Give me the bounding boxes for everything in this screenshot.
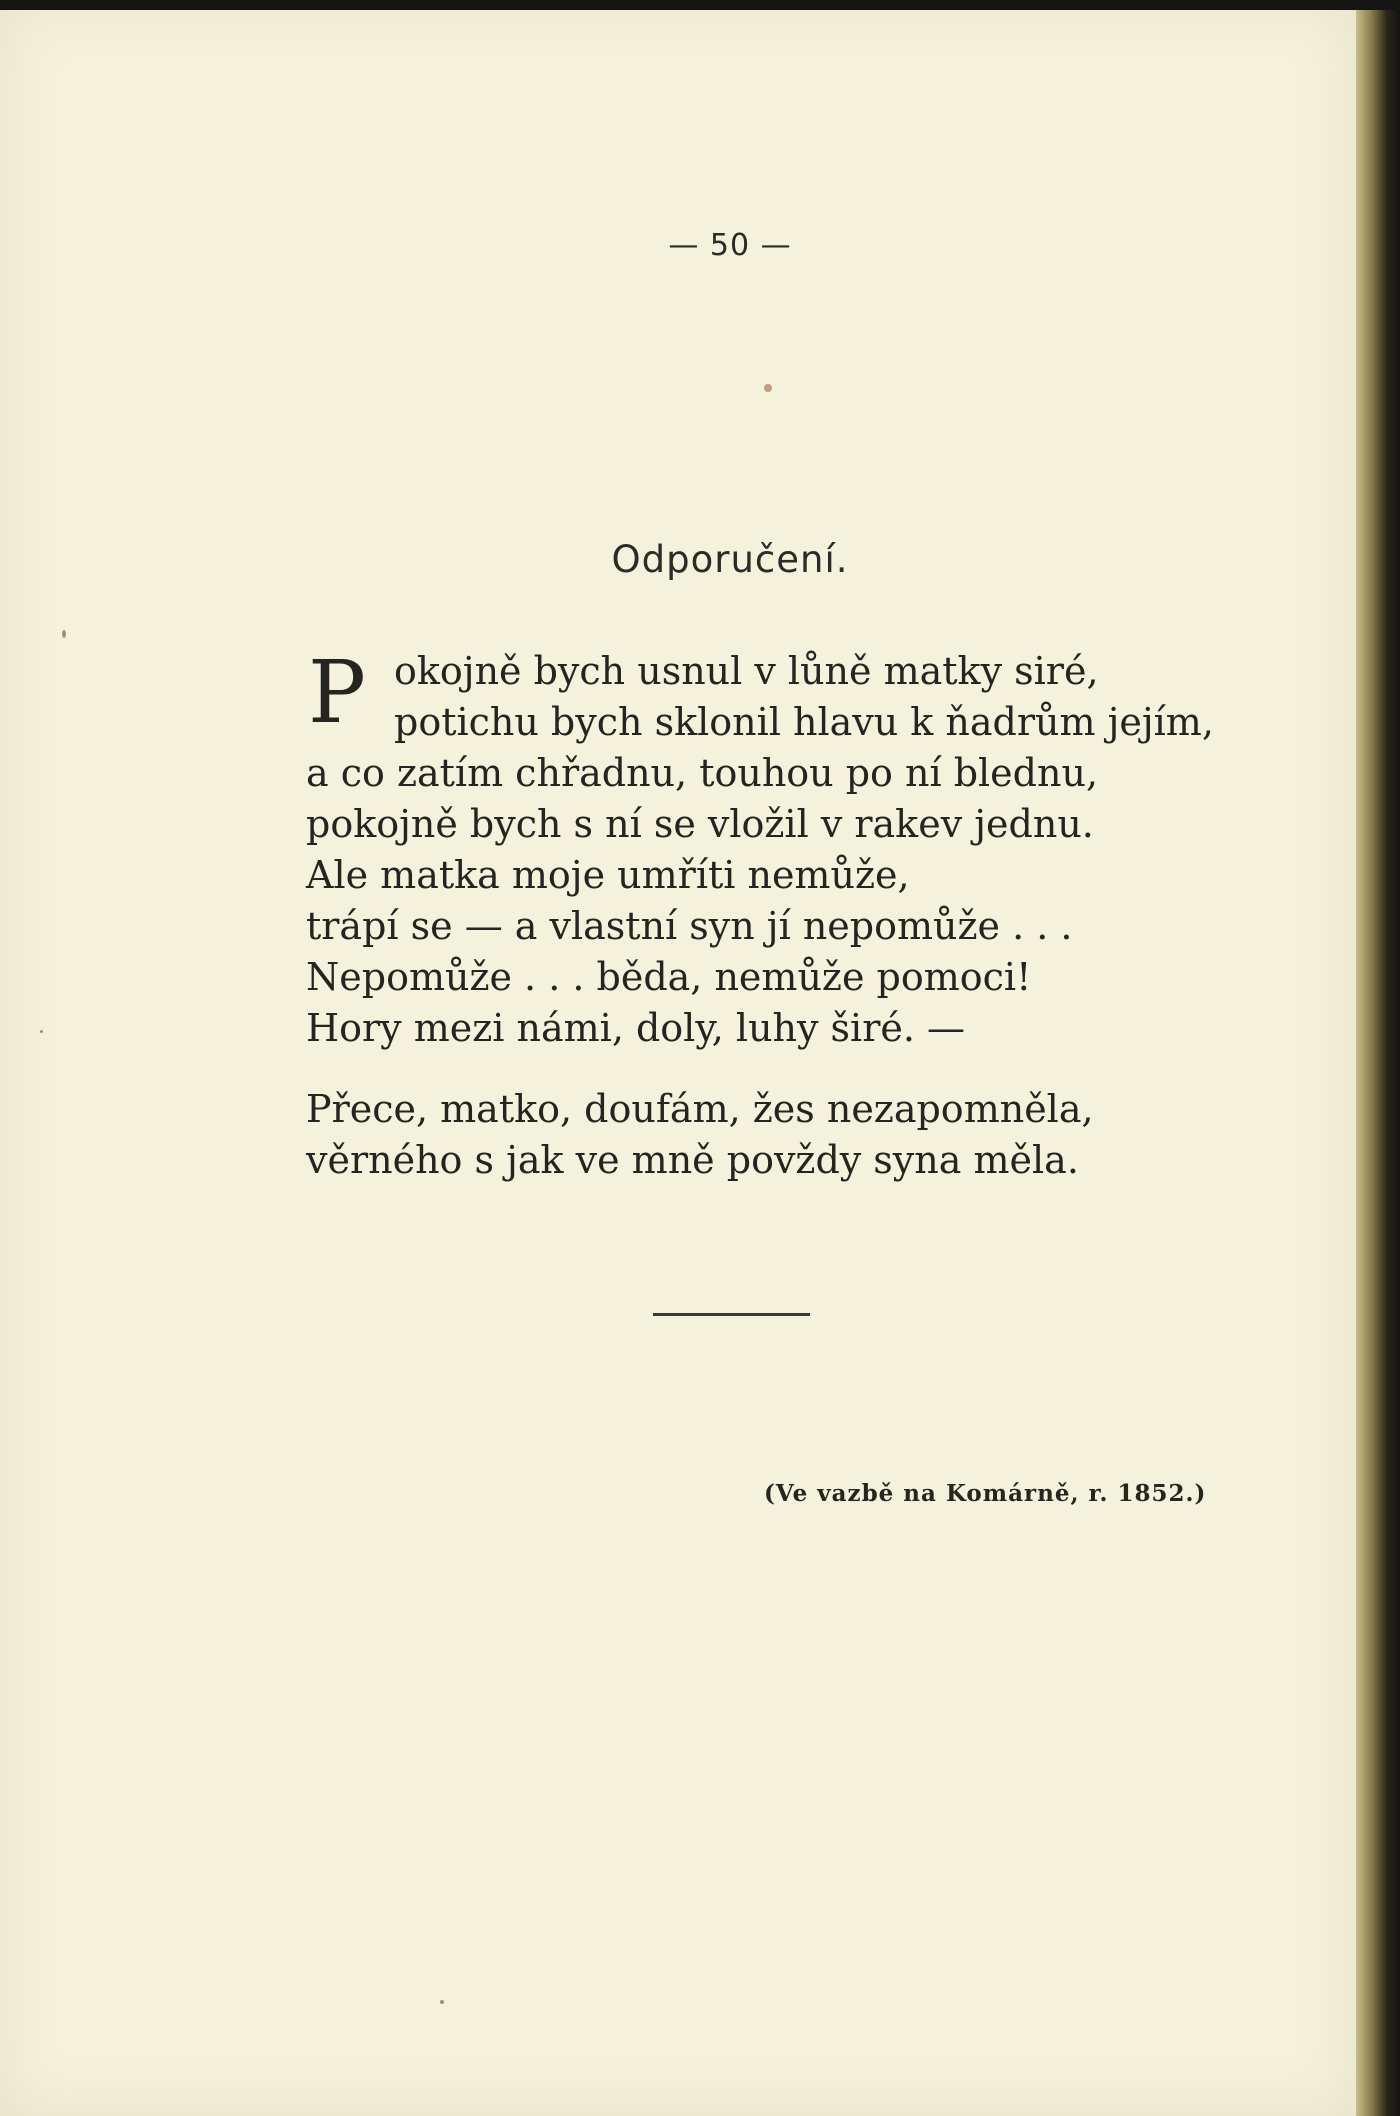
closing-rule: [653, 1313, 810, 1316]
ornament-dot: [764, 384, 772, 392]
dateline: (Ve vazbě na Komárně, r. 1852.): [764, 1480, 1207, 1507]
poem-line: Hory mezi námi, doly, luhy širé. —: [306, 1006, 966, 1050]
book-page-edge: [1356, 0, 1400, 2116]
poem-line: Nepomůže . . . běda, nemůže pomoci!: [306, 955, 1032, 999]
paper-speck: [440, 2000, 444, 2004]
poem-line: trápí se — a vlastní syn jí nepomůže . . .: [306, 904, 1073, 948]
paper-speck: [40, 1030, 43, 1033]
poem-line: a co zatím chřadnu, touhou po ní blednu,: [306, 751, 1099, 795]
poem-line: Přece, matko, doufám, žes nezapomněla,: [306, 1087, 1094, 1131]
paper-speck: [62, 630, 66, 638]
drop-cap: P: [308, 643, 366, 743]
scan-top-edge: [0, 0, 1400, 10]
poem-title: Odporučení.: [611, 538, 849, 581]
stanza-break: [306, 1054, 1206, 1084]
poem-line: potichu bych sklonil hlavu k ňadrům jejím,: [394, 700, 1214, 744]
poem-line: věrného s jak ve mně povždy syna měla.: [306, 1138, 1079, 1182]
poem-line-text: okojně bych usnul v lůně matky siré,: [394, 649, 1099, 693]
page-number: — 50 —: [668, 228, 792, 263]
poem-line: pokojně bych s ní se vložil v rakev jednu.: [306, 802, 1094, 846]
poem-body: [306, 643, 1214, 1186]
poem-line: Ale matka moje umříti nemůže,: [306, 853, 910, 897]
